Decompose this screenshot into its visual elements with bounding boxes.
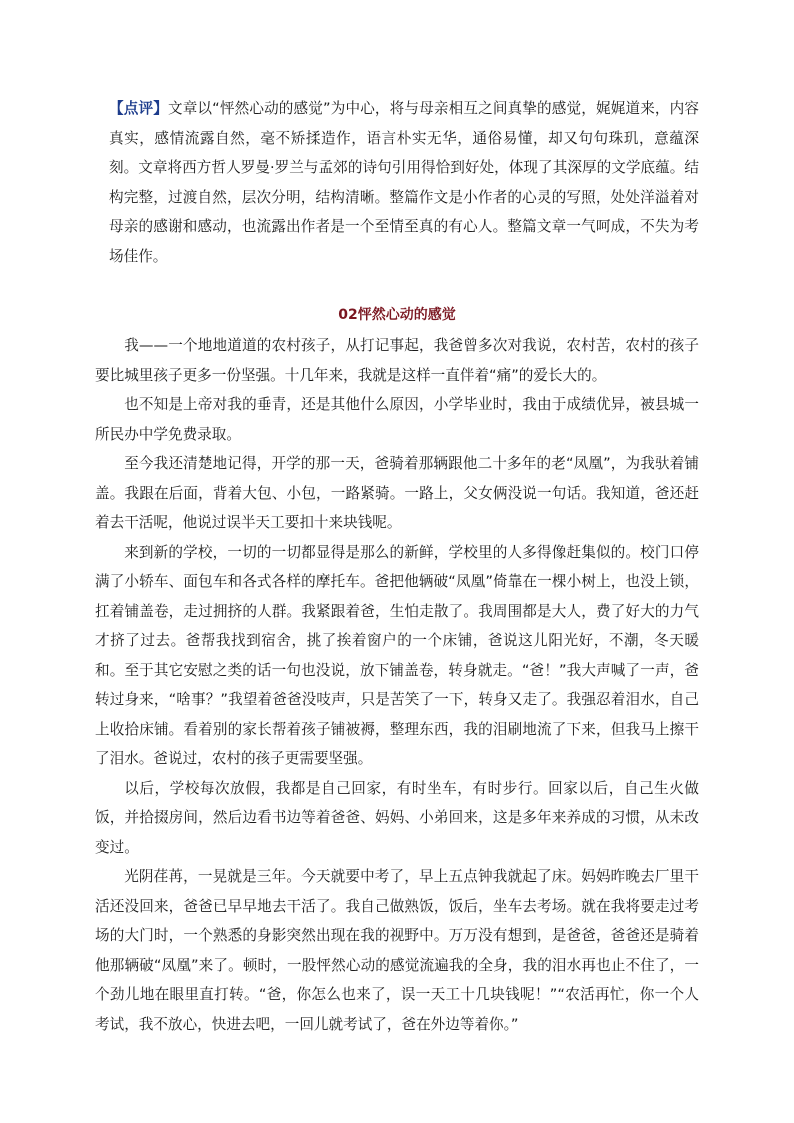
essay-paragraph: 我——一个地地道道的农村孩子，从打记事起，我爸曾多次对我说，农村苦，农村的孩子要比城里孩子更多一份坚强。十几年来，我就是这样一直伴着“痛”的爱长大的。 xyxy=(95,337,699,384)
essay-paragraph: 来到新的学校，一切的一切都显得是那么的新鲜，学校里的人多得像赶集似的。校门口停满了小轿车、面包车和各式各样的摩托车。爸把他辆破“凤凰”倚靠在一棵小树上，也没上锁，扛着铺盖卷，走过拥挤的人群。我紧跟着爸，生怕走散了。我周围都是大人，费了好大的力气才挤了过去。爸帮我找到宿舍，挑了挨着窗户的一个床铺，爸说这儿阳光好，不潮，冬天暖和。至于其它安慰之类的话一句也没说，放下铺盖卷，转身就走。“爸！”我大声喊了一声，爸转过身来，“啥事？”我望着爸爸没吱声，只是苦笑了一下，转身又走了。我强忍着泪水，自己上收拾床铺。看着别的家长帮着孩子铺被褥，整理东西，我的泪刷地流了下来，但我马上擦干了泪水。爸说过，农村的孩子更需要坚强。 xyxy=(95,543,699,767)
critique-paragraph xyxy=(95,94,699,271)
essay-title: 02怦然心动的感觉 xyxy=(338,307,456,323)
essay-paragraph: 光阴荏苒，一晃就是三年。今天就要中考了，早上五点钟我就起了床。妈妈昨晚去厂里干活还没回来，爸爸已早早地去干活了。我自己做熟饭，饭后，坐车去考场。就在我将要走过考场的大门时，一个熟悉的身影突然出现在我的视野中。万万没有想到，是爸爸，爸爸还是骑着他那辆破“凤凰”来了。顿时，一股怦然心动的感觉流遍我的全身，我的泪水再也止不住了，一个劲儿地在眼里直打转。“爸，你怎么也来了，误一天工十几块钱呢！”“农活再忙，你一个人考试，我不放心，快进去吧，一回儿就考试了，爸在外边等着你。” xyxy=(95,868,699,1033)
critique-text: 文章以“怦然心动的感觉”为中心，将与母亲相互之间真挚的感觉，娓娓道来，内容真实，感情流露自然，毫不矫揉造作，语言朴实无华，通俗易懂，却又句句珠玑，意蕴深刻。文章将西方哲人罗曼·罗兰与孟郊的诗句引用得恰到好处，体现了其深厚的文学底蕴。结构完整，过渡自然，层次分明，结构清晰。整篇作文是小作者的心灵的写照，处处洋溢着对母亲的感谢和感动，也流露出作者是一个至情至真的有心人。整篇文章一气呵成，不失为考场佳作。 xyxy=(109,100,699,265)
critique-label: 【点评】 xyxy=(109,100,168,117)
essay-paragraph: 至今我还清楚地记得，开学的那一天，爸骑着那辆跟他二十多年的老“凤凰”，为我驮着铺盖。我跟在后面，背着大包、小包，一路紧骑。一路上，父女俩没说一句话。我知道，爸还赶着去干活呢，他说过误半天工要扣十来块钱呢。 xyxy=(95,455,699,531)
essay-paragraph: 也不知是上帝对我的垂青，还是其他什么原因，小学毕业时，我由于成绩优异，被县城一所民办中学免费录取。 xyxy=(95,396,699,443)
essay-paragraph: 以后，学校每次放假，我都是自己回家，有时坐车，有时步行。回家以后，自己生火做饭，并拾掇房间，然后边看书边等着爸爸、妈妈、小弟回来，这是多年来养成的习惯，从未改变过。 xyxy=(95,779,699,856)
